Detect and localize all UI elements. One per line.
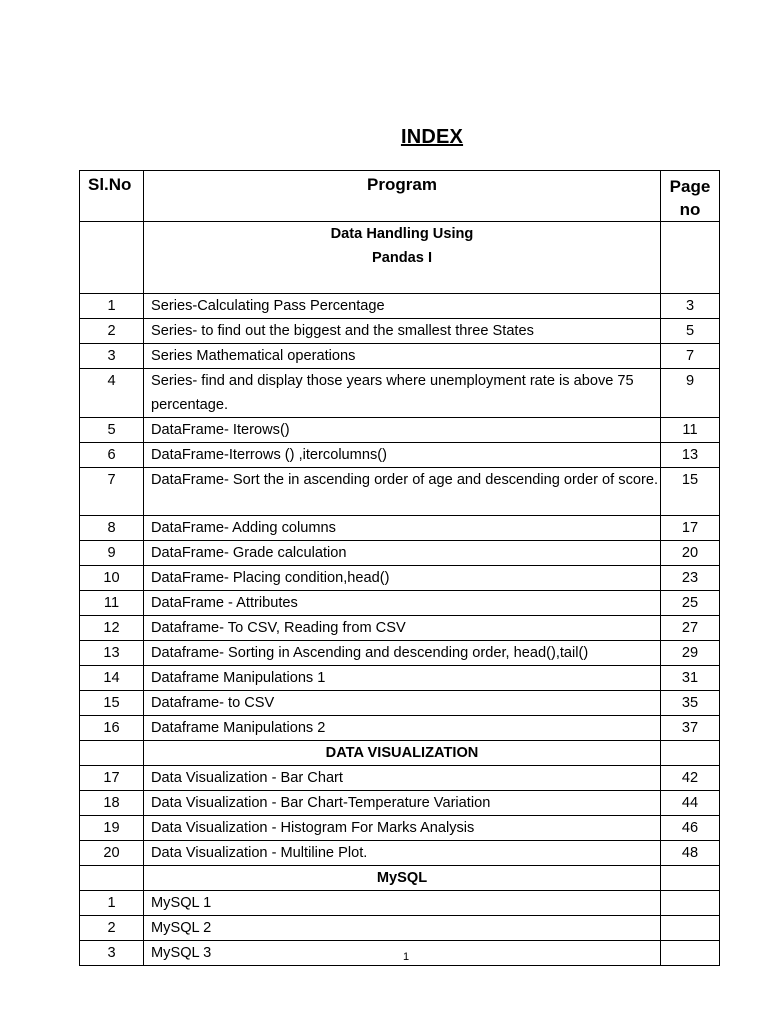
row-page-no: 20 (661, 541, 720, 566)
row-sl-no: 7 (80, 468, 144, 516)
section-row-data-visualization (80, 741, 720, 766)
section-row-mysql (80, 866, 720, 891)
row-sl-no: 15 (80, 691, 144, 716)
row-sl-no: 18 (80, 791, 144, 816)
section-label-data-visualization: DATA VISUALIZATION (144, 741, 661, 766)
row-sl-no: 12 (80, 616, 144, 641)
table-row (80, 468, 720, 516)
row-program: Dataframe Manipulations 2 (144, 716, 661, 741)
row-sl-no: 10 (80, 566, 144, 591)
row-program: MySQL 2 (144, 916, 661, 941)
row-program: Dataframe Manipulations 1 (144, 666, 661, 691)
row-page-no: 17 (661, 516, 720, 541)
row-program: Dataframe- to CSV (144, 691, 661, 716)
row-page-no: 48 (661, 841, 720, 866)
row-program: Series Mathematical operations (144, 344, 661, 369)
row-program: DataFrame-Iterrows () ,itercolumns() (144, 443, 661, 468)
row-program: Dataframe- To CSV, Reading from CSV (144, 616, 661, 641)
table-row (80, 916, 720, 941)
row-page-no: 37 (661, 716, 720, 741)
row-program: DataFrame- Placing condition,head() (144, 566, 661, 591)
row-page-no: 31 (661, 666, 720, 691)
table-row (80, 344, 720, 369)
row-sl-no: 13 (80, 641, 144, 666)
index-table (79, 170, 720, 966)
row-page-no: 27 (661, 616, 720, 641)
table-row (80, 716, 720, 741)
table-row (80, 891, 720, 916)
table-row (80, 294, 720, 319)
row-program: Series- find and display those years where unemployment rate is above 75 percentage. (144, 369, 661, 418)
row-sl-no: 3 (80, 941, 144, 966)
row-program: MySQL 3 (144, 941, 661, 966)
table-row (80, 541, 720, 566)
row-sl-no: 4 (80, 369, 144, 418)
row-program: Data Visualization - Multiline Plot. (144, 841, 661, 866)
row-sl-no: 1 (80, 891, 144, 916)
row-page-no: 15 (661, 468, 720, 516)
page-title: INDEX (400, 126, 464, 148)
header-page-line1: Page (669, 177, 711, 196)
row-sl-no: 6 (80, 443, 144, 468)
row-sl-no: 14 (80, 666, 144, 691)
row-page-no (661, 891, 720, 916)
table-body (80, 222, 720, 966)
row-page-no: 35 (661, 691, 720, 716)
row-page-no: 25 (661, 591, 720, 616)
row-page-no (661, 916, 720, 941)
row-sl-no: 17 (80, 766, 144, 791)
table-row (80, 791, 720, 816)
table-row (80, 369, 720, 418)
row-program: Data Visualization - Histogram For Marks Analysis (144, 816, 661, 841)
section-label-mysql: MySQL (144, 866, 661, 891)
table-row (80, 691, 720, 716)
row-sl-no: 1 (80, 294, 144, 319)
row-page-no: 5 (661, 319, 720, 344)
table-header-row (80, 171, 720, 222)
header-page-line2: no (679, 200, 701, 219)
row-sl-no: 2 (80, 319, 144, 344)
row-sl-no: 11 (80, 591, 144, 616)
row-page-no: 7 (661, 344, 720, 369)
row-page-no: 11 (661, 418, 720, 443)
section-label-pandas (144, 222, 661, 294)
table-row (80, 443, 720, 468)
row-program: DataFrame- Adding columns (144, 516, 661, 541)
row-page-no: 13 (661, 443, 720, 468)
row-sl-no: 5 (80, 418, 144, 443)
row-program: DataFrame- Iterows() (144, 418, 661, 443)
row-sl-no: 2 (80, 916, 144, 941)
row-program: Data Visualization - Bar Chart (144, 766, 661, 791)
row-page-no: 46 (661, 816, 720, 841)
table-row (80, 766, 720, 791)
header-page-no (661, 171, 720, 222)
table-row (80, 591, 720, 616)
table-row (80, 516, 720, 541)
row-program: MySQL 1 (144, 891, 661, 916)
row-page-no: 44 (661, 791, 720, 816)
row-program: Data Visualization - Bar Chart-Temperature Variation (144, 791, 661, 816)
table-row (80, 666, 720, 691)
row-program: DataFrame- Sort the in ascending order of age and descending order of score. (144, 468, 661, 516)
table-row (80, 816, 720, 841)
row-sl-no: 8 (80, 516, 144, 541)
row-page-no: 23 (661, 566, 720, 591)
row-sl-no: 16 (80, 716, 144, 741)
header-program: Program (144, 171, 661, 222)
row-program: Series-Calculating Pass Percentage (144, 294, 661, 319)
table-row (80, 319, 720, 344)
table-row (80, 616, 720, 641)
row-program: DataFrame- Grade calculation (144, 541, 661, 566)
section-row-pandas (80, 222, 720, 294)
header-sl-no: Sl.No (80, 171, 144, 222)
section-pandas-line2: Pandas I (371, 250, 433, 266)
table-row (80, 566, 720, 591)
table-row (80, 841, 720, 866)
row-page-no: 3 (661, 294, 720, 319)
row-page-no: 9 (661, 369, 720, 418)
row-sl-no: 3 (80, 344, 144, 369)
row-sl-no: 9 (80, 541, 144, 566)
table-row (80, 418, 720, 443)
row-sl-no: 20 (80, 841, 144, 866)
row-program: Dataframe- Sorting in Ascending and descending order, head(),tail() (144, 641, 661, 666)
row-sl-no: 19 (80, 816, 144, 841)
row-program: Series- to find out the biggest and the smallest three States (144, 319, 661, 344)
footer-page-number: 1 (402, 951, 410, 963)
table-row (80, 641, 720, 666)
section-pandas-line1: Data Handling Using (330, 226, 474, 242)
row-page-no: 42 (661, 766, 720, 791)
row-program: DataFrame - Attributes (144, 591, 661, 616)
row-page-no: 29 (661, 641, 720, 666)
